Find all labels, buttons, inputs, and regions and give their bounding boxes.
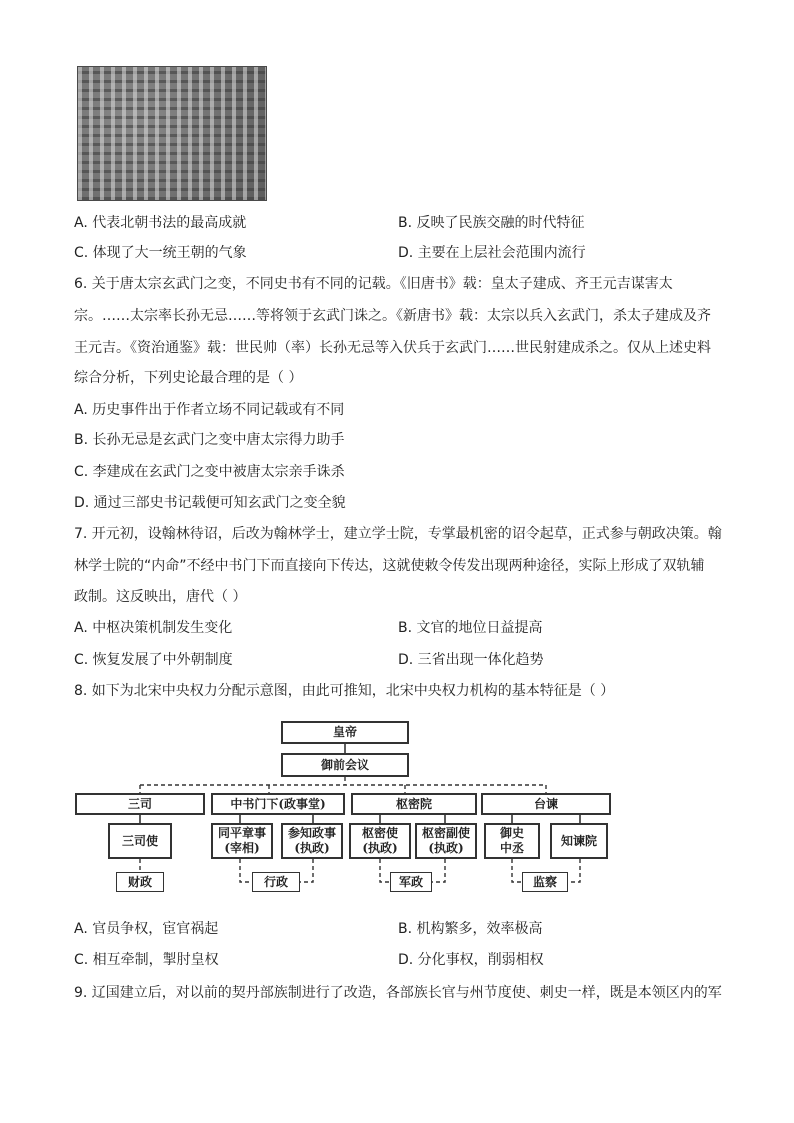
shumishi-official-box: 枢密使 (执政) [349, 823, 411, 859]
canzhizhengshi-official-box: 参知政事 (执政) [281, 823, 343, 859]
stele-rubbing-image [77, 66, 267, 201]
sansi-dept-box: 三司 [75, 793, 205, 815]
administration-power-box: 行政 [252, 872, 300, 892]
q7-stem-line-2: 林学士院的“内命”不经中书门下而直接向下传达，这就使敕令传发出现两种途径，实际上形成了双轨辅 [74, 558, 705, 574]
shumifushi-official-box: 枢密副使 (执政) [415, 823, 477, 859]
q5-option-a[interactable]: A. 代表北朝书法的最高成就 [74, 215, 247, 231]
q7-option-d[interactable]: D. 三省出现一体化趋势 [398, 652, 544, 668]
shumiyuan-dept-box: 枢密院 [351, 793, 477, 815]
zaixiang-official-box: 同平章事 (宰相) [211, 823, 273, 859]
q6-stem-line-1: 6. 关于唐太宗玄武门之变，不同史书有不同的记载。《旧唐书》载：皇太子建成、齐王元吉谋害太 [74, 276, 673, 292]
supervision-power-box: 监察 [522, 872, 568, 892]
q5-option-b[interactable]: B. 反映了民族交融的时代特征 [398, 215, 585, 231]
song-power-diagram [60, 715, 620, 905]
zhijianyuan-official-box: 知谏院 [550, 823, 608, 859]
q5-option-c[interactable]: C. 体现了大一统王朝的气象 [74, 245, 247, 261]
q8-option-d[interactable]: D. 分化事权，削弱相权 [398, 952, 544, 968]
q6-option-d[interactable]: D. 通过三部史书记载便可知玄武门之变全貌 [74, 495, 346, 511]
q8-option-a[interactable]: A. 官员争权，宦官祸起 [74, 921, 219, 937]
q6-option-b[interactable]: B. 长孙无忌是玄武门之变中唐太宗得力助手 [74, 432, 345, 448]
q8-stem: 8. 如下为北宋中央权力分配示意图，由此可推知，北宋中央权力机构的基本特征是（ ） [74, 683, 615, 699]
q6-stem-line-3: 王元吉。《资治通鉴》载：世民帅（率）长孙无忌等入伏兵于玄武门……世民射建成杀之。仅从上述史料 [74, 340, 711, 356]
q9-stem-line-1: 9. 辽国建立后，对以前的契丹部族制进行了改造，各部族长官与州节度使、刺史一样，既是本领区内的军 [74, 985, 722, 1001]
q7-option-c[interactable]: C. 恢复发展了中外朝制度 [74, 652, 233, 668]
taijian-dept-box: 台谏 [481, 793, 611, 815]
q6-stem-line-4: 综合分析，下列史论最合理的是（ ） [74, 370, 303, 386]
q7-stem-line-3: 政制。这反映出，唐代（ ） [74, 589, 247, 605]
military-power-box: 军政 [390, 872, 432, 892]
q8-option-c[interactable]: C. 相互牵制，掣肘皇权 [74, 952, 219, 968]
q6-stem-line-2: 宗。……太宗率长孙无忌……等将领于玄武门诛之。《新唐书》载：太宗以兵入玄武门，杀太子建成及齐 [74, 308, 711, 324]
emperor-box: 皇帝 [281, 721, 409, 744]
imperial-council-box: 御前会议 [281, 753, 409, 777]
q7-stem-line-1: 7. 开元初，设翰林待诏，后改为翰林学士，建立学士院，专掌最机密的诏令起草，正式参与朝政决策。翰 [74, 526, 722, 542]
q6-option-a[interactable]: A. 历史事件出于作者立场不同记载或有不同 [74, 402, 345, 418]
q8-option-b[interactable]: B. 机构繁多，效率极高 [398, 921, 543, 937]
yushizhongcheng-official-box: 御史 中丞 [484, 823, 540, 859]
q5-option-d[interactable]: D. 主要在上层社会范围内流行 [398, 245, 586, 261]
finance-power-box: 财政 [116, 872, 164, 892]
q7-option-b[interactable]: B. 文官的地位日益提高 [398, 620, 543, 636]
sansishi-official-box: 三司使 [108, 823, 172, 859]
zhongshumenxia-dept-box: 中书门下(政事堂) [211, 793, 345, 815]
q6-option-c[interactable]: C. 李建成在玄武门之变中被唐太宗亲手诛杀 [74, 464, 345, 480]
q7-option-a[interactable]: A. 中枢决策机制发生变化 [74, 620, 233, 636]
